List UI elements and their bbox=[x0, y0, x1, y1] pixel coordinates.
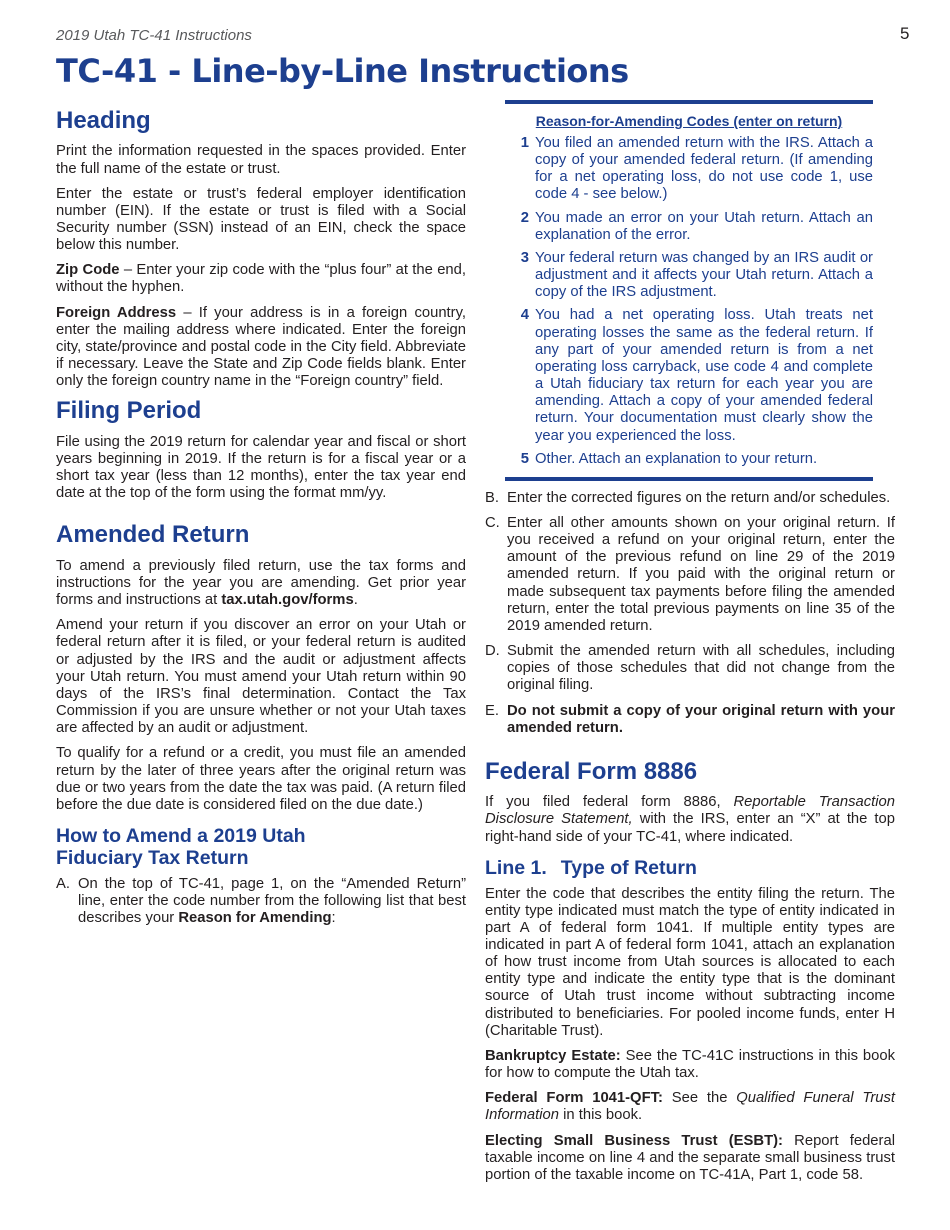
bankruptcy-estate-paragraph bbox=[485, 1048, 895, 1082]
qft-label: Federal Form 1041-QFT: bbox=[485, 1090, 663, 1107]
f8886-text-2: with the IRS, enter an “X” at the top right-hand side of your TC-41, where indicated. bbox=[485, 811, 895, 845]
foreign-address-text: – If your address is in a foreign country, enter the mailing address where indicated. Enter the foreign city, state/province and postal code in the City field. Abbreviate if necessary. Leave the State and Zip Code fields blank. Enter only the foreign country name in the “Foreign country” field. bbox=[56, 304, 467, 390]
reason-code-text: Your federal return was changed by an IRS audit or adjustment and it affects your Utah return. Attach a copy of the IRS adjustment. bbox=[535, 249, 873, 301]
heading-paragraph-1: Print the information requested in the spaces provided. Enter the full name of the estate or trust. bbox=[56, 143, 466, 177]
step-a-body: On the top of TC-41, page 1, on the “Amended Return” line, enter the code number from the following list that best describes your bbox=[78, 875, 466, 926]
reason-code-item bbox=[505, 250, 873, 301]
step-a-letter: A. bbox=[56, 875, 70, 892]
filing-period-paragraph: File using the 2019 return for calendar year and fiscal or short years beginning in 2019. If the return is for a fiscal year or a short tax year (less than 12 months), enter the tax year end date at the top of the form using the format mm/yy. bbox=[56, 433, 466, 502]
heading-section-title: Heading bbox=[56, 107, 151, 134]
step-e bbox=[485, 703, 895, 737]
zip-code-paragraph bbox=[56, 262, 466, 296]
left-column bbox=[56, 108, 466, 935]
amended-p1-text: To amend a previously filed return, use the tax forms and instructions for the year you are amending. Get prior year forms and instructions at bbox=[56, 557, 466, 609]
step-b-text: Enter the corrected figures on the return and/or schedules. bbox=[507, 489, 891, 506]
amended-return-title: Amended Return bbox=[56, 521, 250, 549]
step-d-text: Submit the amended return with all schedules, including copies of those schedules that did not change from the original filing. bbox=[507, 643, 895, 694]
right-column bbox=[485, 108, 895, 1192]
reason-code-item bbox=[505, 135, 873, 204]
reason-code-text: Other. Attach an explanation to your return. bbox=[535, 450, 818, 467]
reason-codes-box bbox=[505, 100, 873, 481]
zip-code-label: Zip Code bbox=[56, 262, 120, 279]
reason-code-number: 5 bbox=[520, 450, 529, 467]
how-to-amend-title: How to Amend a 2019 Utah Fiduciary Tax Return bbox=[56, 825, 306, 869]
page-number: 5 bbox=[900, 24, 910, 43]
esbt-text: Report federal taxable income on line 4 and the separate small business trust portion of the taxable income on TC-41A, Part 1, code 58. bbox=[485, 1132, 895, 1183]
step-a-text bbox=[78, 876, 466, 927]
foreign-address-label: Foreign Address bbox=[56, 304, 177, 321]
filing-period-title: Filing Period bbox=[56, 397, 202, 425]
line-1-label: Line 1. bbox=[485, 856, 547, 879]
zip-code-text: – Enter your zip code with the “plus four” at the end, without the hyphen. bbox=[56, 262, 466, 296]
step-c-text: Enter all other amounts shown on your original return. If you received a refund on your original return, enter the amount of the previous refund on line 29 of the 2019 amended return. If you paid with the original return or made subsequent tax payments before filing the amended return, enter the total previous payments on line 35 of the 2019 amended return. bbox=[507, 514, 895, 634]
bankruptcy-estate-text: See the TC-41C instructions in this book for how to compute the Utah tax. bbox=[485, 1047, 896, 1082]
qft-text-1: See the bbox=[662, 1090, 737, 1107]
forms-link[interactable]: tax.utah.gov/forms bbox=[221, 592, 354, 609]
esbt-paragraph bbox=[485, 1133, 895, 1184]
federal-form-8886-paragraph bbox=[485, 794, 895, 845]
step-c-letter: C. bbox=[485, 514, 500, 531]
page-title: TC-41 - Line-by-Line Instructions bbox=[56, 52, 629, 90]
foreign-address-paragraph bbox=[56, 305, 466, 391]
line-1-heading: Type of Return bbox=[560, 856, 697, 879]
bankruptcy-estate-label: Bankruptcy Estate: bbox=[485, 1047, 621, 1064]
step-b bbox=[485, 490, 895, 507]
amended-paragraph-1 bbox=[56, 558, 466, 609]
step-d bbox=[485, 643, 895, 694]
federal-form-8886-title: Federal Form 8886 bbox=[485, 757, 698, 785]
reason-code-item bbox=[505, 451, 873, 468]
line-1-title bbox=[485, 858, 895, 880]
step-d-letter: D. bbox=[485, 643, 500, 660]
step-c bbox=[485, 515, 895, 635]
qft-paragraph bbox=[485, 1090, 895, 1124]
reason-code-number: 1 bbox=[520, 135, 529, 151]
reason-code-text: You had a net operating loss. Utah treats net operating losses the same as the federal return. If any part of your amended return is from a net operating loss carryback, use code 4 and complete a Utah fiduciary tax return for each year you are amending. Attach a copy of your amended federal return. Your documentation must clearly show the year you experienced the loss. bbox=[535, 307, 873, 444]
heading-paragraph-2: Enter the estate or trust’s federal employer identification number (EIN). If the estate or trust is filed with a Social Security number (SSN) instead of an EIN, check the space below this number. bbox=[56, 185, 466, 254]
reason-code-item bbox=[505, 210, 873, 244]
reason-code-text: You made an error on your Utah return. Attach an explanation of the error. bbox=[535, 209, 873, 243]
reason-code-item bbox=[505, 307, 873, 444]
step-a bbox=[56, 876, 466, 927]
reason-code-text: You filed an amended return with the IRS. Attach a copy of your amended federal return. (If amending for a net operating loss, do not use code 1, use code 4 - see below.) bbox=[535, 135, 873, 203]
reason-code-number: 2 bbox=[520, 209, 529, 226]
step-e-text: Do not submit a copy of your original return with your amended return. bbox=[507, 702, 895, 736]
step-e-letter: E. bbox=[485, 702, 499, 719]
reason-codes-title: Reason-for-Amending Codes (enter on return) bbox=[535, 113, 843, 129]
reason-code-number: 4 bbox=[520, 307, 529, 324]
amended-p1-end: . bbox=[353, 592, 358, 609]
f8886-text-1: If you filed federal form 8886, bbox=[485, 794, 734, 811]
amended-paragraph-3: To qualify for a refund or a credit, you must file an amended return by the later of three years after the original return was due or two years from the date the tax was paid. (A return filed before the due date is considered filed on the due date.) bbox=[56, 745, 466, 813]
reason-code-number: 3 bbox=[520, 249, 529, 266]
reason-for-amending-bold: Reason for Amending bbox=[178, 909, 332, 926]
step-b-letter: B. bbox=[485, 489, 499, 506]
esbt-label: Electing Small Business Trust (ESBT): bbox=[485, 1132, 783, 1149]
f8886-italic: Reportable Transaction Disclosure Statement, bbox=[485, 794, 895, 828]
running-header: 2019 Utah TC-41 Instructions bbox=[56, 27, 252, 44]
qft-text-2: in this book. bbox=[559, 1107, 643, 1124]
step-a-end: : bbox=[331, 909, 336, 926]
line-1-paragraph: Enter the code that describes the entity filing the return. The entity type indicated must match the type of entity indicated in part A of federal form 1041. If multiple entity types are indicated in part A of federal form 1041, attach an explanation of how trust income from Utah sources is allocated to each entity type and indicate the entity type that is the dominant source of Utah trust income without subtracting income distributed to beneficiaries. For pooled income funds, enter H (Charitable Trust). bbox=[485, 885, 895, 1039]
amended-paragraph-2: Amend your return if you discover an error on your Utah or federal return after it is filed, or your federal return is audited or adjusted by the IRS and the audit or adjustment affects your Utah return. You must amend your Utah return within 90 days of the IRS’s final determination. Contact the Tax Commission if you are unsure whether or not your Utah taxes are affected by an audit or adjustment. bbox=[56, 617, 466, 737]
qft-italic: Qualified Funeral Trust Information bbox=[485, 1090, 895, 1124]
